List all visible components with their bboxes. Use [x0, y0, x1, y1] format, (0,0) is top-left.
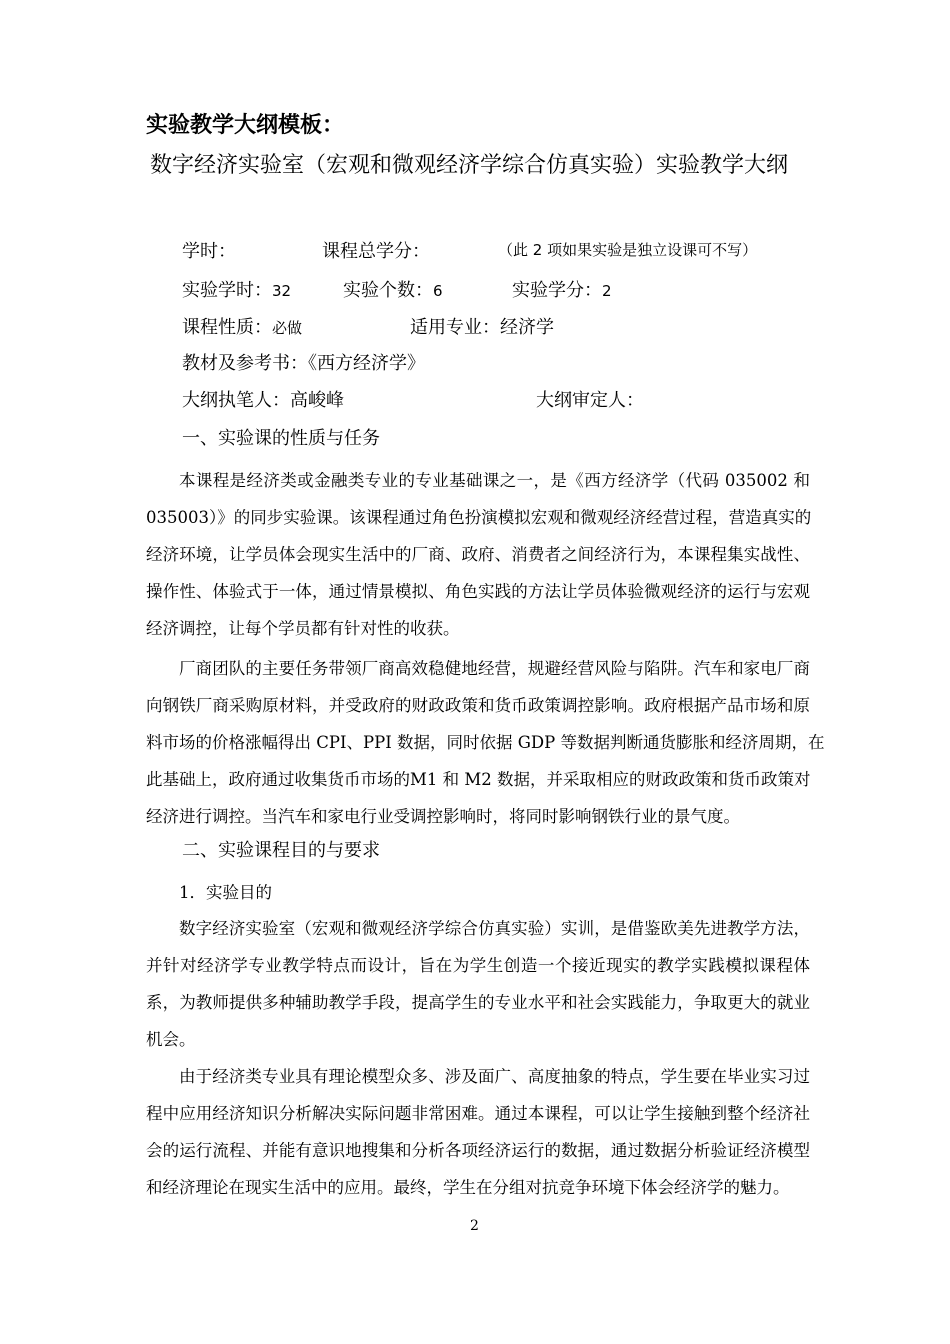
paragraph-line: 向钢铁厂商采购原材料，并受政府的财政政策和货币政策调控影响。政府根据产品市场和原: [146, 696, 810, 715]
credits-note: （此 2 项如果实验是独立设课可不写）: [498, 241, 758, 259]
page-number: 2: [470, 1218, 479, 1234]
section-2-subheading: 1．实验目的: [179, 883, 272, 902]
lab-hours-label: 实验学时：: [182, 280, 272, 301]
paragraph-line: 数字经济实验室（宏观和微观经济学综合仿真实验）实训，是借鉴欧美先进教学方法，: [179, 919, 810, 938]
paragraph-line: 和经济理论在现实生活中的应用。最终，学生在分组对抗竞争环境下体会经济学的魅力。: [146, 1178, 790, 1197]
hours-label: 学时：: [182, 241, 236, 262]
major-label: 适用专业：: [410, 317, 500, 338]
paragraph-line: 经济进行调控。当汽车和家电行业受调控影响时，将同时影响钢铁行业的景气度。: [146, 807, 740, 826]
section-2-paragraph-1: [146, 910, 810, 1058]
paragraph-line: 程中应用经济知识分析解决实际问题非常困难。通过本课程，可以让学生接触到整个经济社: [146, 1104, 810, 1123]
paragraph-line: 由于经济类专业具有理论模型众多、涉及面广、高度抽象的特点，学生要在毕业实习过: [179, 1067, 810, 1086]
paragraph-line: 厂商团队的主要任务带领厂商高效稳健地经营，规避经营风险与陷阱。汽车和家电厂商: [179, 659, 810, 678]
document-title: 数字经济实验室（宏观和微观经济学综合仿真实验）实验教学大纲: [150, 153, 789, 178]
section-1-paragraph-2: [146, 650, 825, 835]
section-1-paragraph-1: [146, 462, 810, 647]
author-value: 高峻峰: [290, 390, 344, 411]
course-nature-value: 必做: [272, 319, 303, 337]
paragraph-line: 会的运行流程、并能有意识地搜集和分析各项经济运行的数据，通过数据分析验证经济模型: [146, 1141, 810, 1160]
paragraph-line: 经济环境，让学员体会现实生活中的厂商、政府、消费者之间经济行为，本课程集实战性、: [146, 545, 810, 564]
textbook-value: 《西方经济学》: [308, 353, 425, 374]
lab-hours-row: [182, 276, 291, 302]
lab-credits-label: 实验学分：: [512, 280, 602, 301]
paragraph-line: 经济调控，让每个学员都有针对性的收获。: [146, 619, 460, 638]
author-row: [182, 386, 344, 412]
paragraph-line: 机会。: [146, 1030, 196, 1049]
course-nature-row: [182, 313, 302, 339]
template-label: 实验教学大纲模板：: [146, 113, 345, 138]
author-label: 大纲执笔人：: [182, 390, 290, 411]
lab-count-label: 实验个数：: [343, 280, 433, 301]
paragraph-line: 料市场的价格涨幅得出 CPI、PPI 数据，同时依据 GDP 等数据判断通货膨胀和经济周期，在: [146, 733, 825, 752]
paragraph-line: 本课程是经济类或金融类专业的专业基础课之一，是《西方经济学（代码 035002 和: [179, 471, 810, 490]
lab-count-row: [343, 276, 443, 302]
paragraph-line: 035003）》的同步实验课。该课程通过角色扮演模拟宏观和微观经济经营过程，营造真实的: [146, 508, 812, 527]
lab-credits-row: [512, 276, 612, 302]
course-nature-label: 课程性质：: [182, 317, 272, 338]
textbook-row: [182, 349, 425, 375]
major-row: [410, 313, 554, 339]
lab-hours-value: 32: [272, 282, 292, 300]
total-credits-label: 课程总学分：: [322, 241, 430, 262]
major-value: 经济学: [500, 317, 554, 338]
textbook-label: 教材及参考书：: [182, 353, 308, 374]
paragraph-line: 并针对经济学专业教学特点而设计，旨在为学生创造一个接近现实的教学实践模拟课程体: [146, 956, 810, 975]
section-2-paragraph-2: [146, 1058, 810, 1206]
lab-count-value: 6: [433, 282, 443, 300]
paragraph-line: 操作性、体验式于一体，通过情景模拟、角色实践的方法让学员体验微观经济的运行与宏观: [146, 582, 810, 601]
lab-credits-value: 2: [602, 282, 612, 300]
section-2-heading: 二、实验课程目的与要求: [182, 840, 380, 861]
paragraph-line: 此基础上，政府通过收集货币市场的M1 和 M2 数据，并采取相应的财政政策和货币政策对: [146, 770, 811, 789]
paragraph-line: 系，为教师提供多种辅助教学手段，提高学生的专业水平和社会实践能力，争取更大的就业: [146, 993, 810, 1012]
section-1-heading: 一、实验课的性质与任务: [182, 428, 380, 449]
reviewer-label: 大纲审定人：: [536, 390, 644, 411]
